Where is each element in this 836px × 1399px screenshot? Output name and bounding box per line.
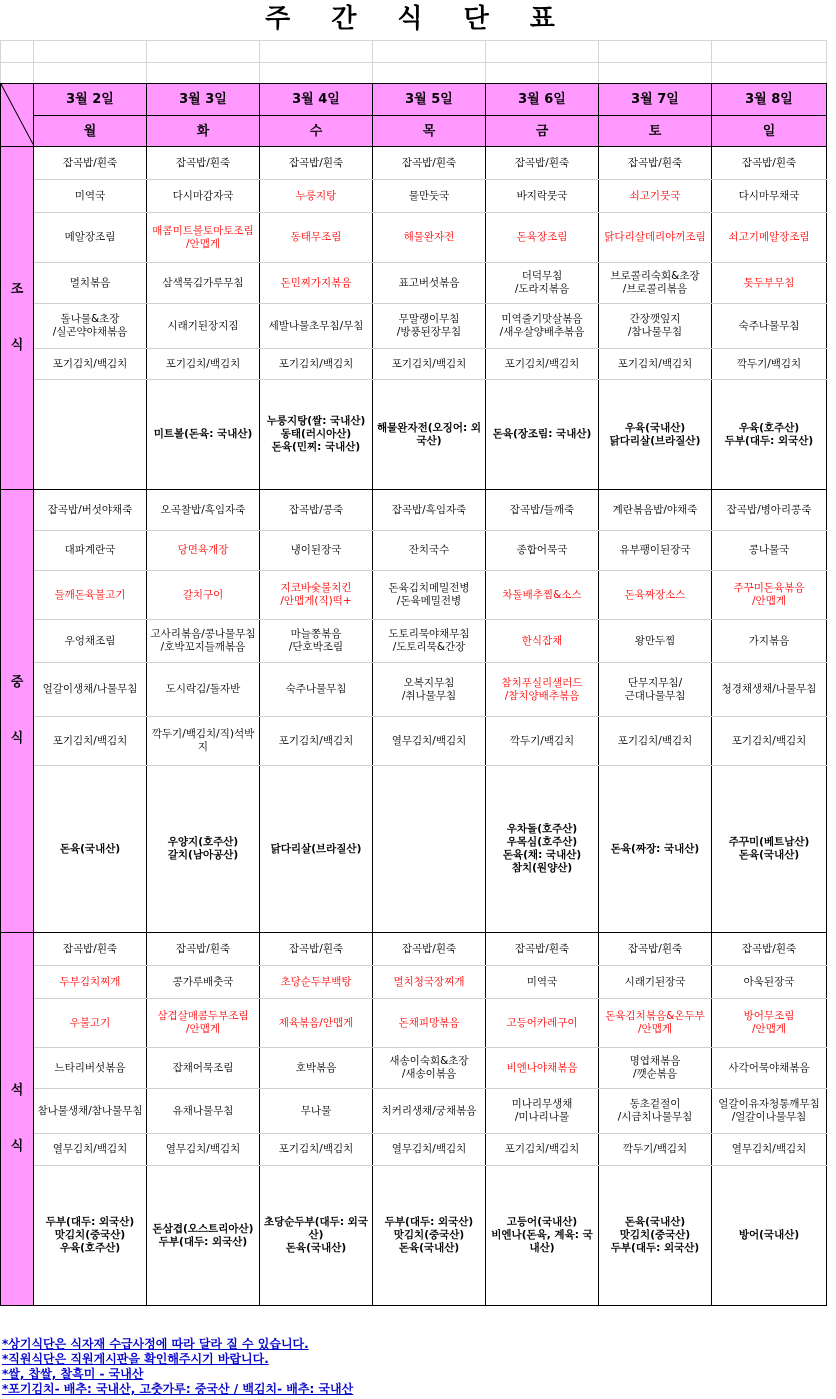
menu-cell: 잡곡밥/흰죽 [373, 147, 486, 180]
menu-cell: 포기김치/백김치 [260, 717, 373, 766]
menu-cell: 콩가루배춧국 [147, 966, 260, 999]
origin-cell: 돈육(국내산) [34, 766, 147, 933]
menu-row [1, 531, 827, 571]
menu-cell: 열무김치/백김치 [373, 1134, 486, 1166]
menu-cell: 지코바숯불치킨 /안맵게(직)떡+ [260, 571, 373, 620]
weekday-cell: 목 [373, 116, 486, 147]
menu-cell: 잡곡밥/흰죽 [34, 933, 147, 966]
menu-cell: 얼갈이생채/나물무침 [34, 663, 147, 717]
menu-cell: 다시마무채국 [712, 180, 827, 213]
menu-cell: 포기김치/백김치 [147, 349, 260, 380]
menu-cell: 잡곡밥/버섯야채죽 [34, 490, 147, 531]
menu-cell: 숙주나물무침 [260, 663, 373, 717]
menu-row [1, 571, 827, 620]
menu-cell: 고등어카레구이 [486, 999, 599, 1048]
origin-cell: 우차돌(호주산) 우목심(호주산) 돈육(채: 국내산) 참치(원양산) [486, 766, 599, 933]
menu-row [1, 999, 827, 1048]
menu-cell: 잡곡밥/콩죽 [260, 490, 373, 531]
menu-row [1, 1134, 827, 1166]
weekday-cell: 금 [486, 116, 599, 147]
menu-cell: 돈채피망볶음 [373, 999, 486, 1048]
date-cell: 3월 4일 [260, 84, 373, 116]
menu-cell: 초당순두부백탕 [260, 966, 373, 999]
menu-cell: 마늘쫑볶음 /단호박조림 [260, 620, 373, 663]
menu-cell: 포기김치/백김치 [373, 349, 486, 380]
note-line: *쌀, 찹쌀, 찰흑미 - 국내산 [2, 1367, 144, 1381]
menu-cell: 고사리볶음/콩나물무침 /호박꼬지들깨볶음 [147, 620, 260, 663]
menu-cell: 미역국 [34, 180, 147, 213]
menu-row [1, 663, 827, 717]
origin-cell: 두부(대두: 외국산) 맛김치(중국산) 우육(호주산) [34, 1166, 147, 1306]
menu-cell: 숙주나물무침 [712, 304, 827, 349]
menu-cell: 두부김치찌개 [34, 966, 147, 999]
menu-cell: 왕만두찜 [599, 620, 712, 663]
menu-cell: 열무김치/백김치 [34, 1134, 147, 1166]
menu-cell: 동초겉절이 /시금치나물무침 [599, 1089, 712, 1134]
menu-cell: 호박볶음 [260, 1048, 373, 1089]
menu-cell: 갈치구이 [147, 571, 260, 620]
menu-cell: 콩나물국 [712, 531, 827, 571]
menu-cell: 깍두기/백김치/직)석박지 [147, 717, 260, 766]
menu-cell: 차돌배추찜&소스 [486, 571, 599, 620]
page-title: 주 간 식 단 표 [265, 4, 571, 34]
meal-label: 중 식 [1, 490, 34, 933]
menu-row [1, 263, 827, 304]
menu-cell: 브로콜리숙회&초장 /브로콜리볶음 [599, 263, 712, 304]
origin-row [1, 766, 827, 933]
menu-cell: 미역줄기맛살볶음 /새우살양배추볶음 [486, 304, 599, 349]
menu-cell: 물만둣국 [373, 180, 486, 213]
menu-cell: 잡곡밥/흰죽 [147, 933, 260, 966]
menu-cell: 우엉채조림 [34, 620, 147, 663]
weekday-cell: 토 [599, 116, 712, 147]
meal-label: 조 식 [1, 147, 34, 490]
menu-cell: 우불고기 [34, 999, 147, 1048]
blank-grid [0, 40, 827, 84]
menu-cell: 돈육짜장소스 [599, 571, 712, 620]
menu-cell: 동태무조림 [260, 213, 373, 263]
menu-cell: 도토리묵야채무침 /도토리묵&간장 [373, 620, 486, 663]
menu-cell: 누룽지탕 [260, 180, 373, 213]
date-cell: 3월 3일 [147, 84, 260, 116]
origin-cell: 주꾸미(베트남산) 돈육(국내산) [712, 766, 827, 933]
menu-cell: 잡곡밥/흰죽 [34, 147, 147, 180]
menu-cell: 잡곡밥/흰죽 [486, 933, 599, 966]
menu-cell: 깍두기/백김치 [599, 1134, 712, 1166]
weekday-cell: 일 [712, 116, 827, 147]
menu-cell: 유채나물무침 [147, 1089, 260, 1134]
weekday-cell: 월 [34, 116, 147, 147]
menu-cell: 참치푸실리샐러드 /참치양배추볶음 [486, 663, 599, 717]
menu-row [1, 1089, 827, 1134]
menu-cell: 당면육개장 [147, 531, 260, 571]
date-cell: 3월 5일 [373, 84, 486, 116]
menu-cell: 단무지무침/ 근대나물무침 [599, 663, 712, 717]
menu-cell: 깍두기/백김치 [486, 717, 599, 766]
menu-cell: 잡곡밥/흰죽 [373, 933, 486, 966]
menu-cell: 무말랭이무침 /방풍된장무침 [373, 304, 486, 349]
menu-cell: 열무김치/백김치 [712, 1134, 827, 1166]
menu-cell: 포기김치/백김치 [486, 1134, 599, 1166]
menu-cell: 포기김치/백김치 [712, 717, 827, 766]
menu-cell: 미역국 [486, 966, 599, 999]
origin-cell: 두부(대두: 외국산) 맛김치(중국산) 돈육(국내산) [373, 1166, 486, 1306]
date-cell: 3월 8일 [712, 84, 827, 116]
menu-cell: 사각어묵야채볶음 [712, 1048, 827, 1089]
menu-row [1, 1048, 827, 1089]
menu-row [1, 966, 827, 999]
menu-cell: 새송이숙회&초장 /새송이볶음 [373, 1048, 486, 1089]
menu-cell: 참나물생채/참나물무침 [34, 1089, 147, 1134]
menu-cell: 제육볶음/안맵게 [260, 999, 373, 1048]
menu-cell: 포기김치/백김치 [599, 717, 712, 766]
menu-cell: 포기김치/백김치 [260, 1134, 373, 1166]
menu-cell: 잡채어묵조림 [147, 1048, 260, 1089]
menu-cell: 멸치청국장찌개 [373, 966, 486, 999]
menu-cell: 해물완자전 [373, 213, 486, 263]
note-line: *직원식단은 직원게시판을 확인해주시기 바랍니다. [2, 1352, 269, 1366]
menu-cell: 잡곡밥/흰죽 [712, 147, 827, 180]
menu-cell: 유부팽이된장국 [599, 531, 712, 571]
menu-cell: 돈육김치메밀전병 /돈육메밀전병 [373, 571, 486, 620]
menu-cell: 쇠고기뭇국 [599, 180, 712, 213]
origin-cell: 돈육(장조림: 국내산) [486, 380, 599, 490]
menu-row [1, 213, 827, 263]
menu-cell: 대파계란국 [34, 531, 147, 571]
menu-cell: 쇠고기메알장조림 [712, 213, 827, 263]
origin-row [1, 1166, 827, 1306]
origin-cell: 해물완자전(오징어: 외국산) [373, 380, 486, 490]
note-line: *상기식단은 식자재 수급사정에 따라 달라 질 수 있습니다. [2, 1337, 309, 1351]
origin-cell: 닭다리살(브라질산) [260, 766, 373, 933]
menu-cell: 돈육장조림 [486, 213, 599, 263]
menu-cell: 주꾸미돈육볶음 /안맵게 [712, 571, 827, 620]
origin-cell [373, 766, 486, 933]
menu-cell: 냉이된장국 [260, 531, 373, 571]
menu-cell: 명엽채볶음 /깻순볶음 [599, 1048, 712, 1089]
menu-cell: 종합어묵국 [486, 531, 599, 571]
menu-cell: 치커리생채/궁채볶음 [373, 1089, 486, 1134]
menu-cell: 열무김치/백김치 [373, 717, 486, 766]
origin-cell: 우육(호주산) 두부(대두: 외국산) [712, 380, 827, 490]
menu-cell: 잡곡밥/흰죽 [599, 933, 712, 966]
menu-cell: 표고버섯볶음 [373, 263, 486, 304]
menu-cell: 잡곡밥/흰죽 [260, 147, 373, 180]
menu-cell: 간장깻잎지 /참나물무침 [599, 304, 712, 349]
menu-row [1, 620, 827, 663]
menu-row [1, 180, 827, 213]
menu-cell: 포기김치/백김치 [34, 717, 147, 766]
menu-cell: 더덕무침 /도라지볶음 [486, 263, 599, 304]
menu-cell: 톳두부무침 [712, 263, 827, 304]
origin-cell: 돈삼겹(오스트리아산) 두부(대두: 외국산) [147, 1166, 260, 1306]
diagonal-line [1, 84, 34, 146]
menu-cell: 잡곡밥/흰죽 [486, 147, 599, 180]
origin-cell: 누룽지탕(쌀: 국내산) 동태(러시아산) 돈육(민찌: 국내산) [260, 380, 373, 490]
menu-cell: 멸치볶음 [34, 263, 147, 304]
menu-cell: 돈민찌가지볶음 [260, 263, 373, 304]
menu-table [0, 83, 827, 1306]
menu-cell: 포기김치/백김치 [34, 349, 147, 380]
menu-cell: 다시마감자국 [147, 180, 260, 213]
origin-cell: 우육(국내산) 닭다리살(브라질산) [599, 380, 712, 490]
menu-cell: 계란볶음밥/야채죽 [599, 490, 712, 531]
menu-cell: 청경채생채/나물무침 [712, 663, 827, 717]
origin-cell [34, 380, 147, 490]
menu-cell: 포기김치/백김치 [260, 349, 373, 380]
menu-cell: 도시락김/돌자반 [147, 663, 260, 717]
menu-cell: 잡곡밥/흰죽 [599, 147, 712, 180]
menu-cell: 오복지무침 /취나물무침 [373, 663, 486, 717]
menu-cell: 무나물 [260, 1089, 373, 1134]
menu-cell: 잡곡밥/흑임자죽 [373, 490, 486, 531]
date-header-row [1, 84, 827, 116]
weekday-cell: 수 [260, 116, 373, 147]
menu-cell: 포기김치/백김치 [599, 349, 712, 380]
date-cell: 3월 7일 [599, 84, 712, 116]
menu-cell: 닭다리살데리야끼조림 [599, 213, 712, 263]
menu-cell: 잡곡밥/들깨죽 [486, 490, 599, 531]
menu-cell: 느타리버섯볶음 [34, 1048, 147, 1089]
menu-cell: 깍두기/백김치 [712, 349, 827, 380]
menu-cell: 돈육김치볶음&온두부 /안맵게 [599, 999, 712, 1048]
menu-cell: 세발나물초무침/무침 [260, 304, 373, 349]
origin-row [1, 380, 827, 490]
corner-cell [1, 84, 34, 147]
menu-cell: 시래기된장지짐 [147, 304, 260, 349]
meal-label: 석 식 [1, 933, 34, 1306]
menu-row [1, 933, 827, 966]
menu-cell: 잔치국수 [373, 531, 486, 571]
menu-row [1, 349, 827, 380]
menu-cell: 가지볶음 [712, 620, 827, 663]
menu-cell: 얼갈이유자청통깨무침 /얼갈이나물무침 [712, 1089, 827, 1134]
menu-cell: 한식잡채 [486, 620, 599, 663]
menu-cell: 미나리무생채 /미나리나물 [486, 1089, 599, 1134]
menu-cell: 잡곡밥/흰죽 [147, 147, 260, 180]
menu-row [1, 147, 827, 180]
menu-cell: 잡곡밥/흰죽 [712, 933, 827, 966]
menu-cell: 열무김치/백김치 [147, 1134, 260, 1166]
menu-cell: 메알장조림 [34, 213, 147, 263]
menu-cell: 아욱된장국 [712, 966, 827, 999]
origin-cell: 초당순두부(대두: 외국산) 돈육(국내산) [260, 1166, 373, 1306]
menu-cell: 돌나물&초장 /실곤약야채볶음 [34, 304, 147, 349]
menu-cell: 매콤미트볼토마토조림 /안맵게 [147, 213, 260, 263]
origin-cell: 방어(국내산) [712, 1166, 827, 1306]
origin-cell: 돈육(국내산) 맛김치(중국산) 두부(대두: 외국산) [599, 1166, 712, 1306]
menu-row [1, 717, 827, 766]
notes [2, 1337, 353, 1397]
menu-cell: 바지락뭇국 [486, 180, 599, 213]
menu-row [1, 304, 827, 349]
date-cell: 3월 2일 [34, 84, 147, 116]
menu-cell: 비엔나야채볶음 [486, 1048, 599, 1089]
origin-cell: 우양지(호주산) 갈치(남아공산) [147, 766, 260, 933]
menu-cell: 들깨돈육불고기 [34, 571, 147, 620]
origin-cell: 돈육(짜장: 국내산) [599, 766, 712, 933]
date-cell: 3월 6일 [486, 84, 599, 116]
weekday-cell: 화 [147, 116, 260, 147]
note-line: *포기김치- 배추: 국내산, 고춧가루: 중국산 / 백김치- 배추: 국내산 [2, 1382, 354, 1396]
menu-cell: 잡곡밥/병아리콩죽 [712, 490, 827, 531]
menu-cell: 오곡찰밥/흑임자죽 [147, 490, 260, 531]
menu-cell: 포기김치/백김치 [486, 349, 599, 380]
menu-row [1, 490, 827, 531]
menu-cell: 삼색묵김가루무침 [147, 263, 260, 304]
origin-cell: 미트볼(돈육: 국내산) [147, 380, 260, 490]
weekday-header-row [1, 116, 827, 147]
menu-cell: 삼겹살매콤두부조림 /안맵게 [147, 999, 260, 1048]
origin-cell: 고등어(국내산) 비엔나(돈육, 계육: 국내산) [486, 1166, 599, 1306]
menu-cell: 시래기된장국 [599, 966, 712, 999]
menu-cell: 잡곡밥/흰죽 [260, 933, 373, 966]
menu-cell: 방어무조림 /안맵게 [712, 999, 827, 1048]
